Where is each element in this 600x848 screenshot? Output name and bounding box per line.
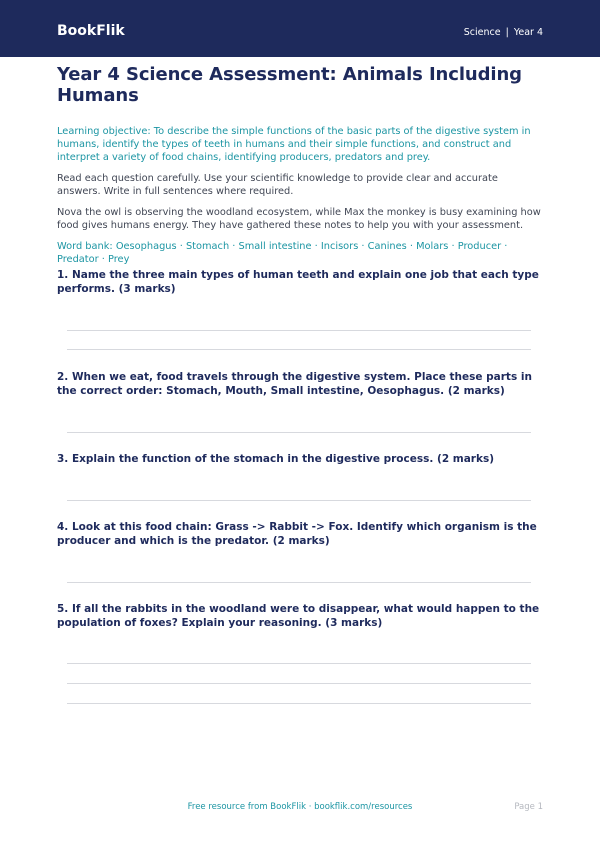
- subject-year-label: [464, 27, 543, 38]
- answer-line[interactable]: [67, 663, 531, 664]
- answer-line[interactable]: [67, 683, 531, 684]
- context-text: Nova the owl is observing the woodland ecosystem, while Max the monkey is busy examining how food gives humans energy. They have gathered these notes to help you with your assessment.: [57, 207, 541, 231]
- instructions-text: Read each question carefully. Use your scientific knowledge to provide clear and accurate answers. Write in full sentences where required.: [57, 173, 498, 197]
- answer-line[interactable]: [67, 349, 531, 350]
- separator: |: [505, 27, 509, 38]
- learning-objective: Learning objective: To describe the simple functions of the basic parts of the digestive system in humans, identify the types of teeth in humans and their simple functions, and construct and interpret a variety of food chains, identifying producers, predators and prey.: [57, 126, 531, 163]
- question-5: 5. If all the rabbits in the woodland were to disappear, what would happen to the population of foxes? Explain your reasoning. (3 marks): [57, 603, 540, 629]
- answer-line[interactable]: [67, 330, 531, 331]
- question-4: 4. Look at this food chain: Grass -> Rabbit -> Fox. Identify which organism is the producer and which is the predator. (2 marks): [57, 521, 537, 547]
- page-header: [0, 0, 600, 57]
- page-title: Year 4 Science Assessment: Animals Including Humans: [57, 64, 522, 106]
- year-label: Year 4: [513, 27, 543, 38]
- intro-section: [57, 64, 544, 266]
- question-1: 1. Name the three main types of human teeth and explain one job that each type performs. (3 marks): [57, 269, 539, 295]
- question-2: 2. When we eat, food travels through the digestive system. Place these parts in the correct order: Stomach, Mouth, Small intestine, Oesophagus. (2 marks): [57, 371, 532, 397]
- footer-resource-link[interactable]: Free resource from BookFlik · bookflik.com/resources: [187, 802, 413, 812]
- answer-line[interactable]: [67, 582, 531, 583]
- answer-line[interactable]: [67, 500, 531, 501]
- brand-logo[interactable]: BookFlik: [57, 23, 125, 39]
- page-number: Page 1: [514, 802, 543, 812]
- answer-line[interactable]: [67, 432, 531, 433]
- subject-label: Science: [463, 27, 501, 38]
- question-3: 3. Explain the function of the stomach in the digestive process. (2 marks): [57, 453, 495, 465]
- word-bank: Word bank: Oesophagus · Stomach · Small intestine · Incisors · Canines · Molars · Producer · Predator · Prey: [57, 241, 508, 265]
- answer-line[interactable]: [67, 703, 531, 704]
